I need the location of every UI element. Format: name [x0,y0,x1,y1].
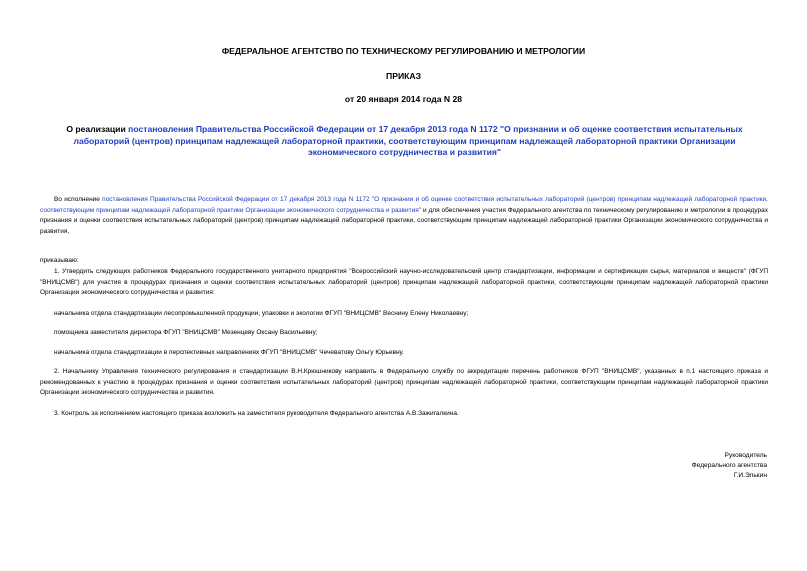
document-date-number: от 20 января 2014 года N 28 [344,94,463,104]
person-item-3: начальника отдела стандартизации в перспективных направлениях ФГУП "ВНИЦСМВ" Чечеватову Ольгу Юрьевну. [54,349,404,356]
signature-position: Руководитель [724,452,767,459]
order-word: приказываю: [40,257,79,264]
document-type: ПРИКАЗ [386,71,421,81]
preamble-prefix: Во исполнение [54,196,103,203]
point-1: 1. Утвердить следующих работников Федерального государственного унитарного предприятия "Всероссийский научно-исследовательский центр стандартизации, информации и сертификации сырья, материалов и веществ" (ФГУП "ВНИЦСМВ") для участия в процедурах признания и оценки соответствия испытательных лабораторий (центров) принципам надлежащей лабораторной практики, соответствующим принципам надлежащей лабораторной практики Организации экономического сотрудничества и развития: [40,268,768,297]
signature-block [692,451,767,482]
person-item-2: помощника заместителя директора ФГУП "ВНИЦСМВ" Мезенцеву Оксану Васильевну; [54,329,318,336]
preamble-paragraph [40,195,768,237]
subject-decree-link[interactable]: постановления Правительства Российской Федерации от 17 декабря 2013 года N 1172 "О признании и об оценке соответствия испытательных лабораторий (центров) принципам надлежащей лабораторной практики, соответствующим принципам надлежащей лабораторной практики Организации экономического сотрудничества и развития" [73,124,743,157]
person-item-1: начальника отдела стандартизации лесопромышленной продукции, упаковки и экологии ФГУП "ВНИЦСМВ" Веснину Елену Николаевну; [54,310,469,317]
point-3: 3. Контроль за исполнением настоящего приказа возложить на заместителя руководителя Федерального агентства А.В.Зажигалкина. [54,410,459,417]
preamble-decree-link[interactable]: постановления Правительства Российской Федерации от 17 декабря 2013 года N 1172 "О признании и об оценке соответствия испытательных лабораторий (центров) принципам надлежащей лабораторной практики, соответствующим принципам надлежащей лабораторной практики Организации экономического сотрудничества и развития" [40,196,768,214]
subject-prefix: О реализации [66,124,129,134]
preamble-suffix: и для обеспечения участия Федерального агентства по техническому регулированию и метрологии в процедурах признания и оценки соответствия испытательных лабораторий (центров) принципам надлежащей лабораторной практики, соответствующим принципам надлежащей лабораторной практики Организации экономического сотрудничества и развития, [40,206,768,235]
signature-name: Г.И.Элькин [733,472,767,480]
document-subject [52,124,757,159]
point-2: 2. Начальнику Управления технического регулирования и стандартизации В.Н.Крюшникову направить в Федеральную службу по аккредитации перечень работников ФГУП "ВНИЦСМВ", указанных в п.1 настоящего приказа и рекомендованных к участию в процедурах признания и оценки соответствия испытательных лабораторий (центров) принципам надлежащей лабораторной практики, соответствующим принципам надлежащей лабораторной практики Организации экономического сотрудничества и развития. [40,368,768,397]
agency-title: ФЕДЕРАЛЬНОЕ АГЕНТСТВО ПО ТЕХНИЧЕСКОМУ РЕГУЛИРОВАНИЮ И МЕТРОЛОГИИ [221,46,586,56]
signature-agency: Федерального агентства [691,462,767,470]
